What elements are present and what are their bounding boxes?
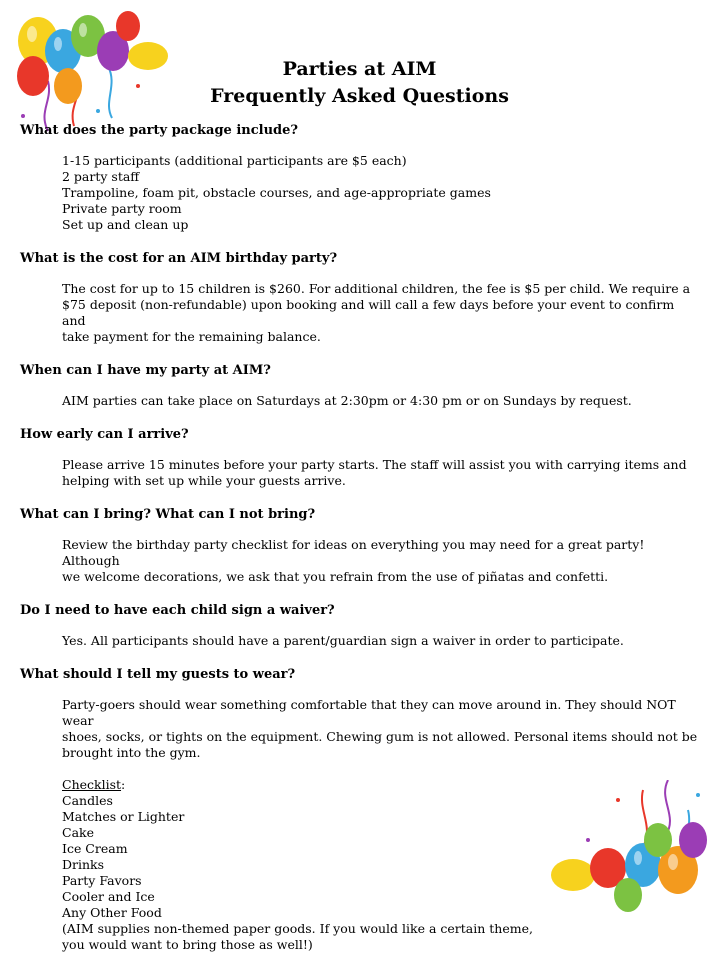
checklist-item: Ice Cream xyxy=(62,841,128,856)
faq-answer-waiver xyxy=(62,633,700,649)
list-item: Set up and clean up xyxy=(62,217,189,232)
list-item: 1-15 participants (additional participants are $5 each) xyxy=(62,153,407,168)
answer-line: Party-goers should wear something comfortable that they can move around in. They should NOT wear xyxy=(62,697,676,728)
checklist-heading-colon: : xyxy=(121,777,126,792)
faq-question-arrive: How early can I arrive? xyxy=(20,427,189,442)
list-item: Trampoline, foam pit, obstacle courses, and age-appropriate games xyxy=(62,185,491,200)
checklist-item: Cooler and Ice xyxy=(62,889,155,904)
answer-line: The cost for up to 15 children is $260. For additional children, the fee is $5 per child. We require a xyxy=(62,281,691,296)
answer-line: Please arrive 15 minutes before your party starts. The staff will assist you with carrying items and xyxy=(62,457,687,472)
checklist-item: Cake xyxy=(62,825,94,840)
faq-question-wear: What should I tell my guests to wear? xyxy=(20,667,296,682)
checklist-item: Matches or Lighter xyxy=(62,809,185,824)
page-title: Parties at AIM xyxy=(282,58,437,80)
faq-answer-when xyxy=(62,393,700,409)
checklist-note: you would want to bring those as well!) xyxy=(62,937,313,952)
faq-question-waiver: Do I need to have each child sign a waiver? xyxy=(20,603,335,618)
faq-question-when: When can I have my party at AIM? xyxy=(20,363,271,378)
checklist-item: Any Other Food xyxy=(62,905,162,920)
answer-line: we welcome decorations, we ask that you refrain from the use of piñatas and confetti. xyxy=(62,569,609,584)
faq-answer-package xyxy=(62,153,700,233)
faq-content xyxy=(20,123,700,971)
list-item: 2 party staff xyxy=(62,169,140,184)
checklist-item: Drinks xyxy=(62,857,105,872)
answer-line: Review the birthday party checklist for ideas on everything you may need for a great party! Although xyxy=(62,537,645,568)
answer-line: brought into the gym. xyxy=(62,745,201,760)
checklist-item: Candles xyxy=(62,793,113,808)
faq-answer-wear xyxy=(62,697,700,953)
answer-line: $75 deposit (non-refundable) upon booking and will call a few days before your event to confirm and xyxy=(62,297,675,328)
faq-answer-bring xyxy=(62,537,700,585)
faq-question-cost: What is the cost for an AIM birthday party? xyxy=(20,251,338,266)
checklist-heading-text: Checklist xyxy=(62,777,122,792)
checklist-note: (AIM supplies non-themed paper goods. If you would like a certain theme, xyxy=(62,921,533,936)
checklist-item: Party Favors xyxy=(62,873,142,888)
answer-line: AIM parties can take place on Saturdays at 2:30pm or 4:30 pm or on Sundays by request. xyxy=(62,393,632,408)
page-subtitle: Frequently Asked Questions xyxy=(210,85,509,107)
answer-line: Yes. All participants should have a parent/guardian sign a waiver in order to participate. xyxy=(62,633,624,648)
faq-answer-cost xyxy=(62,281,700,345)
checklist-heading xyxy=(62,777,700,793)
faq-answer-arrive xyxy=(62,457,700,489)
faq-question-package: What does the party package include? xyxy=(20,123,299,138)
answer-line: take payment for the remaining balance. xyxy=(62,329,321,344)
answer-line: helping with set up while your guests arrive. xyxy=(62,473,346,488)
answer-line: shoes, socks, or tights on the equipment. Chewing gum is not allowed. Personal items should not be xyxy=(62,729,698,744)
faq-question-bring: What can I bring? What can I not bring? xyxy=(20,507,316,522)
list-item: Private party room xyxy=(62,201,182,216)
